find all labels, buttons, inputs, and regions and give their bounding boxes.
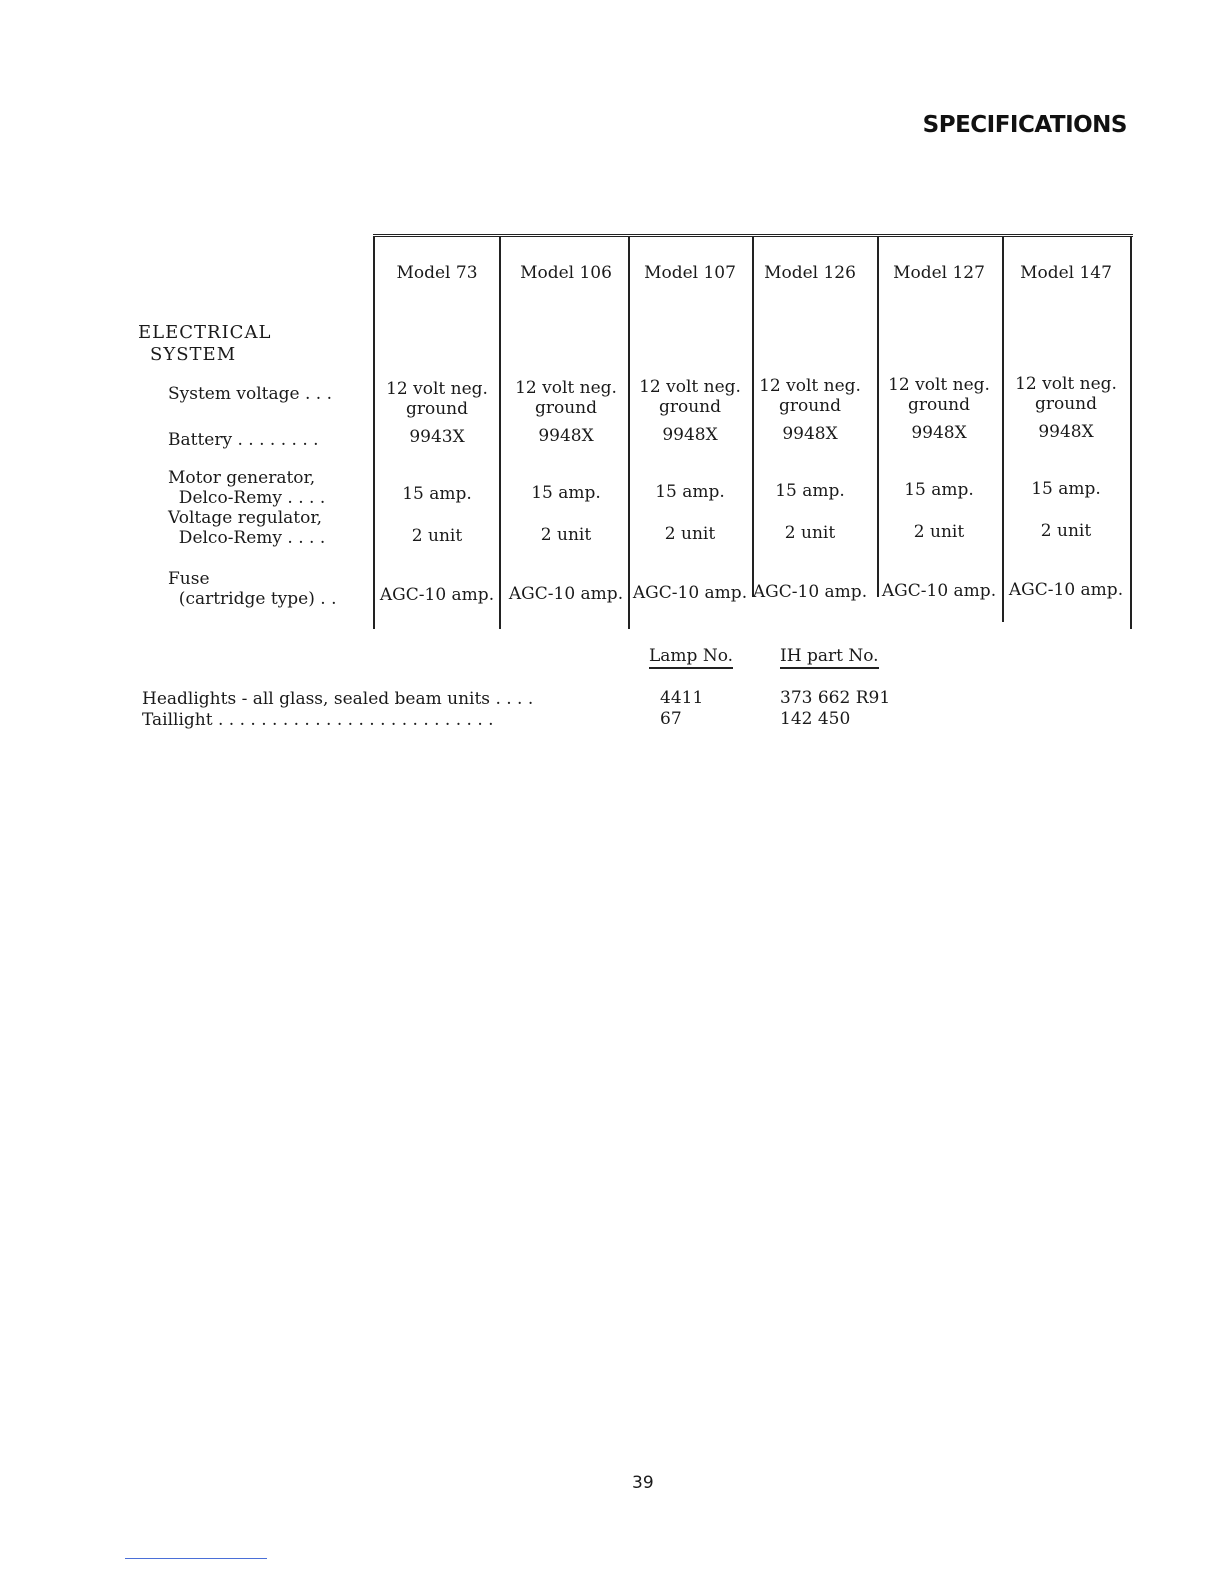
model-header: Model 107 (644, 263, 736, 283)
spec-cell: 12 volt neg. ground (515, 378, 617, 418)
row-label-motor-generator: Motor generator, Delco-Remy . . . . (168, 468, 326, 508)
spec-cell: 9948X (1038, 422, 1094, 442)
ih-part-number: 373 662 R91 (780, 688, 891, 708)
lamp-name: Taillight . . . . . . . . . . . . . . . . . . . . . . . . . . (142, 710, 494, 730)
spec-cell: 2 unit (664, 524, 716, 544)
spec-cell: 15 amp. (775, 481, 845, 501)
spec-cell: 15 amp. (1031, 479, 1101, 499)
spec-cell: 15 amp. (531, 483, 601, 503)
lamp-name: Headlights - all glass, sealed beam units . . . . (142, 689, 534, 709)
spec-cell: 12 volt neg. ground (1015, 374, 1117, 414)
spec-cell: 2 unit (913, 522, 965, 542)
spec-cell: AGC-10 amp. (1008, 580, 1124, 600)
column-divider (1130, 237, 1132, 629)
spec-cell: 15 amp. (904, 480, 974, 500)
spec-cell: 2 unit (1040, 521, 1092, 541)
spec-cell: 9948X (911, 423, 967, 443)
spec-cell: AGC-10 amp. (508, 584, 624, 604)
spec-cell: 9948X (782, 424, 838, 444)
column-divider (877, 237, 879, 597)
spec-cell: 9948X (538, 426, 594, 446)
lamp-no-header: Lamp No. (649, 646, 733, 669)
row-label-system-voltage: System voltage . . . (168, 384, 332, 404)
spec-cell: 12 volt neg. ground (639, 377, 741, 417)
ih-part-number: 142 450 (780, 709, 851, 729)
spec-cell: AGC-10 amp. (379, 585, 495, 605)
lamp-number: 67 (660, 709, 682, 729)
model-header: Model 106 (520, 263, 612, 283)
section-heading (138, 322, 271, 366)
spec-cell: 15 amp. (402, 484, 472, 504)
row-label-battery: Battery . . . . . . . . (168, 430, 319, 450)
section-heading-line2: SYSTEM (150, 344, 237, 365)
spec-cell: AGC-10 amp. (632, 583, 748, 603)
spec-cell: 12 volt neg. ground (759, 376, 861, 416)
lamp-number: 4411 (660, 688, 704, 708)
spec-cell: 12 volt neg. ground (386, 379, 488, 419)
row-label-voltage-regulator: Voltage regulator, Delco-Remy . . . . (168, 508, 326, 548)
spec-cell: 15 amp. (655, 482, 725, 502)
spec-cell: 9943X (409, 427, 465, 447)
spec-cell: 2 unit (411, 526, 463, 546)
model-header: Model 73 (396, 263, 478, 283)
model-header: Model 127 (893, 263, 985, 283)
model-header: Model 126 (764, 263, 856, 283)
model-header: Model 147 (1020, 263, 1112, 283)
spec-cell: 2 unit (784, 523, 836, 543)
page-title: SPECIFICATIONS (922, 112, 1127, 138)
page-number: 39 (632, 1473, 654, 1493)
spec-cell: AGC-10 amp. (881, 581, 997, 601)
footer-rule (125, 1558, 267, 1559)
spec-cell: 12 volt neg. ground (888, 375, 990, 415)
spec-cell: 2 unit (540, 525, 592, 545)
spec-cell: 9948X (662, 425, 718, 445)
spec-cell: AGC-10 amp. (752, 582, 868, 602)
section-heading-line1: ELECTRICAL (138, 322, 272, 343)
row-label-fuse: Fuse (cartridge type) . . (168, 569, 337, 609)
ih-part-no-header: IH part No. (780, 646, 879, 669)
